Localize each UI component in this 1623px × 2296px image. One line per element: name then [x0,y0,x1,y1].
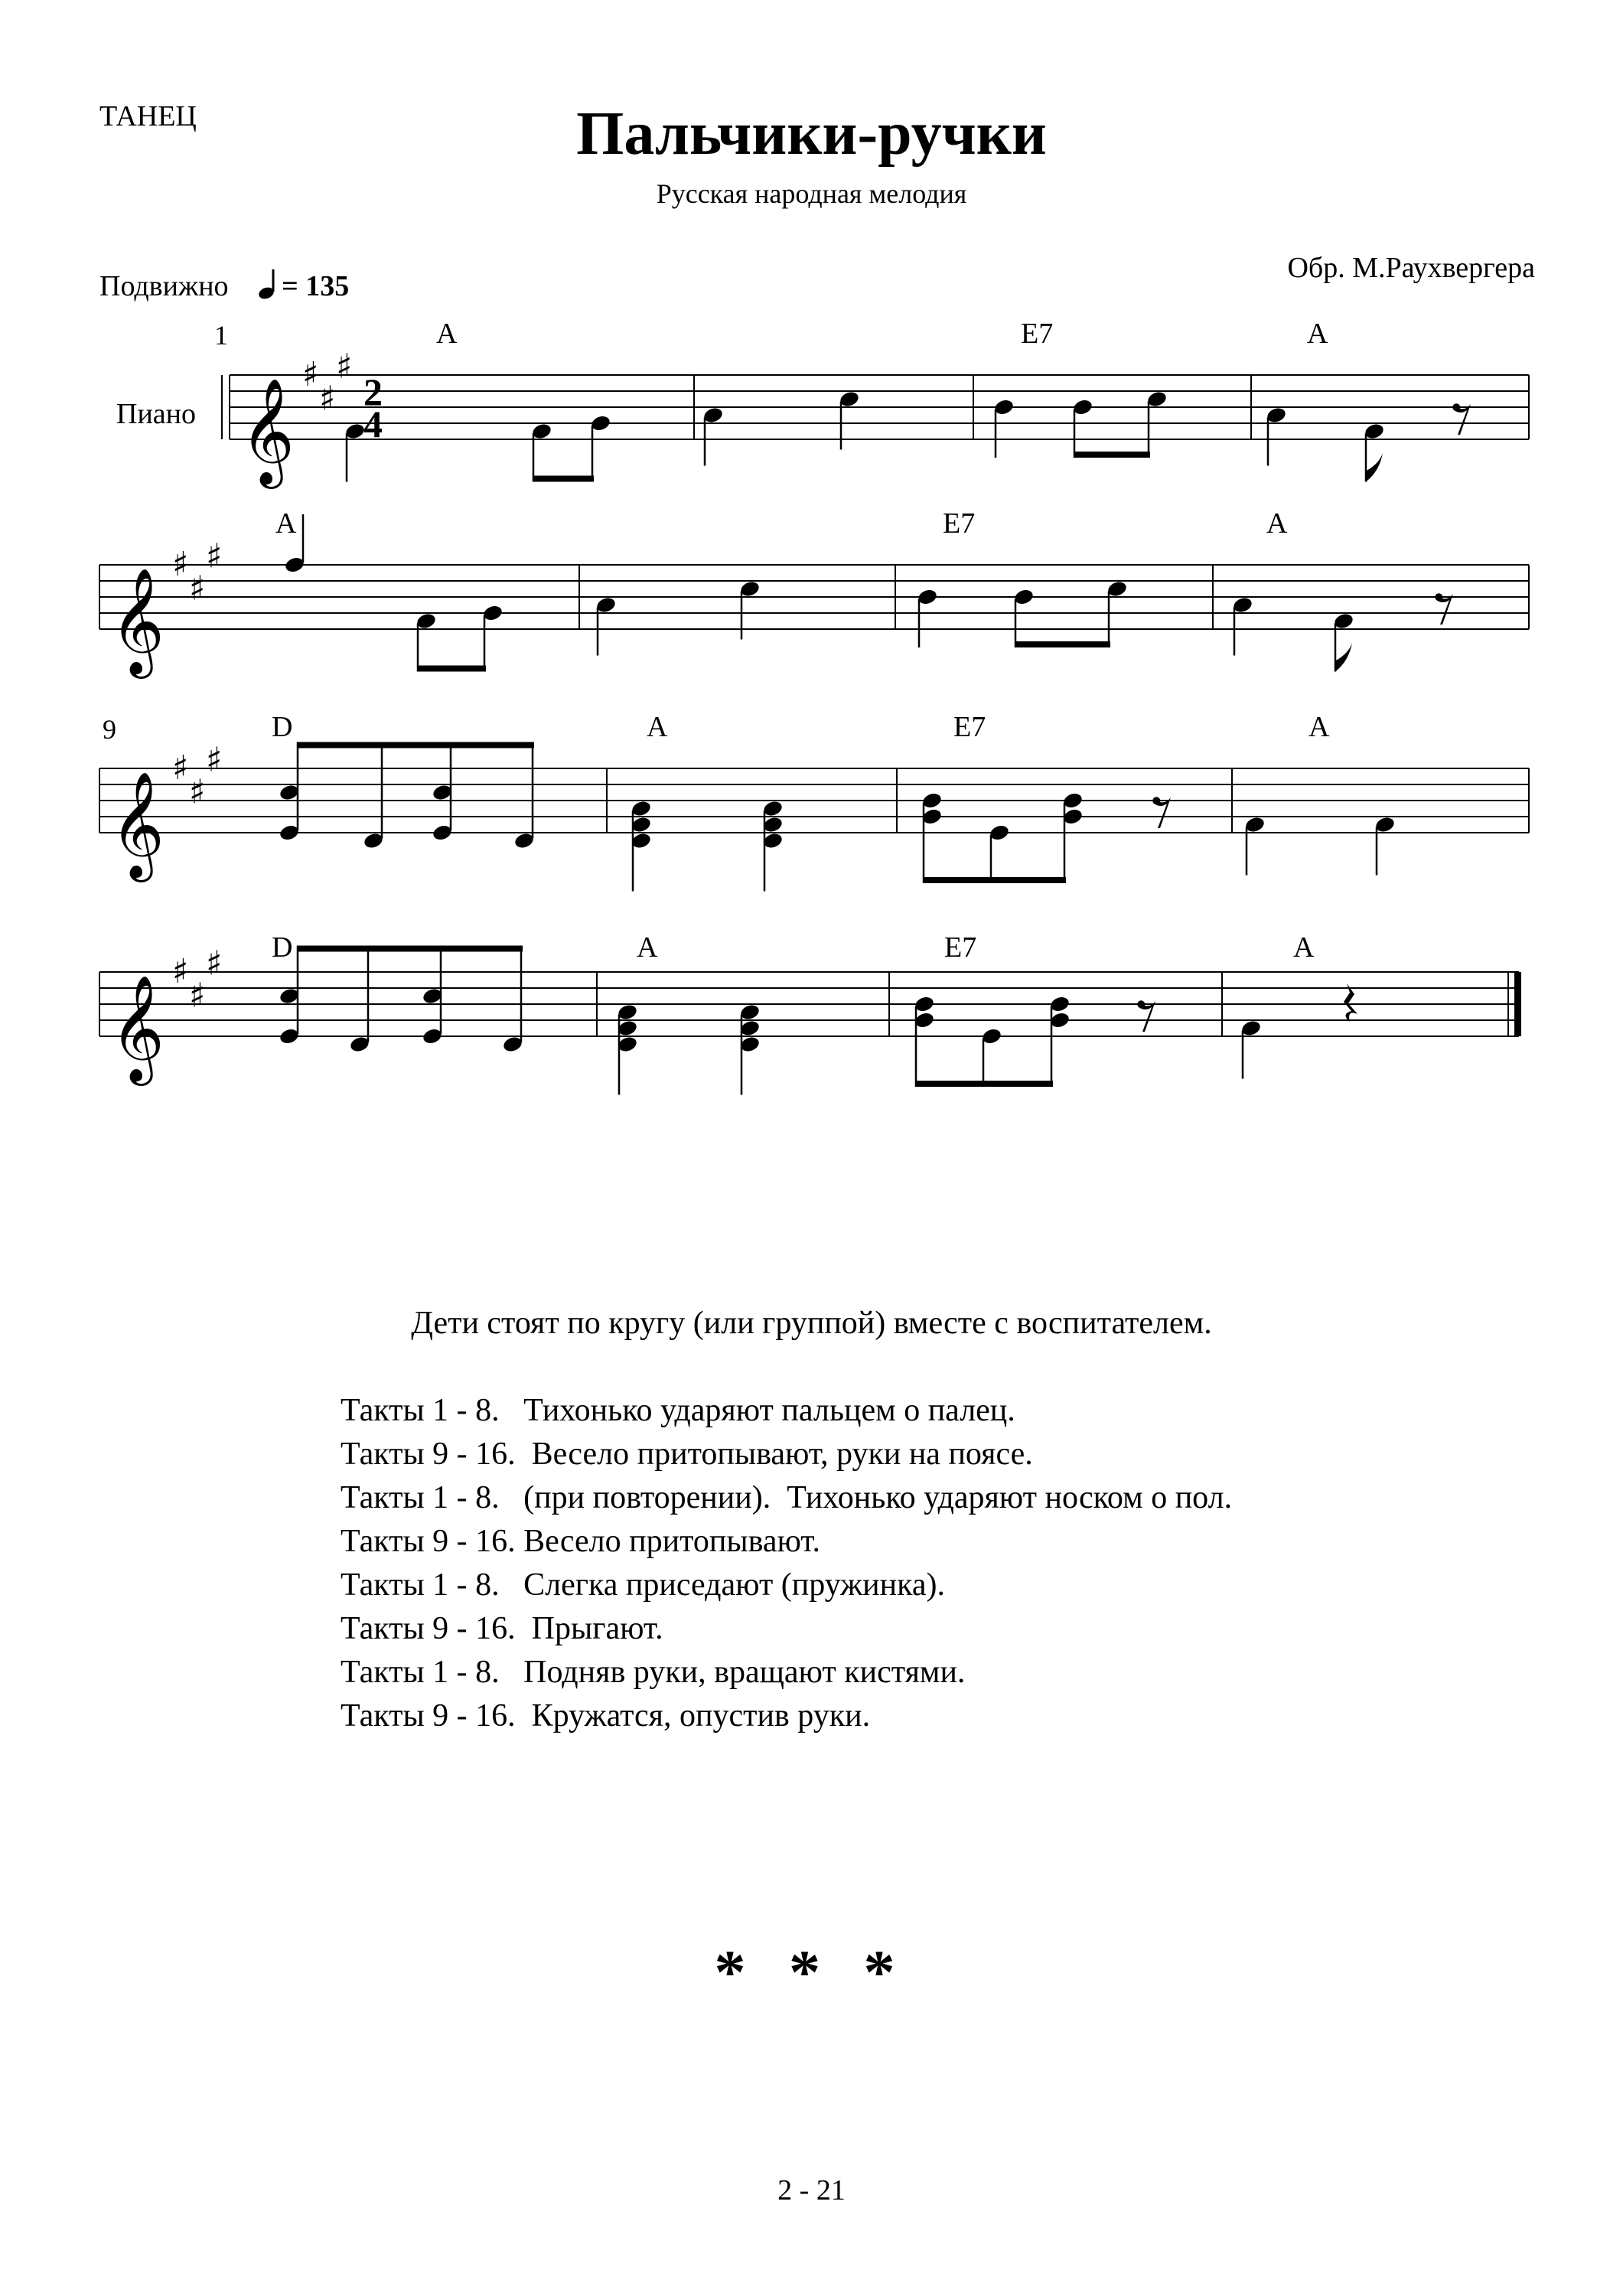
treble-clef-icon: 𝄞 [110,568,165,674]
chord-symbol: A [1293,931,1315,964]
tempo-text: Подвижно [99,270,229,302]
eighth-rest [1435,593,1453,625]
instrument-label: Пиано [116,398,196,430]
eighth-flag [1366,453,1383,482]
chord-symbol: E7 [944,931,977,964]
sharp-icon: ♯ [189,772,206,812]
section-stars: * * * [714,1937,909,2007]
sharp-icon: ♯ [189,569,206,608]
chord-symbol: E7 [953,711,986,743]
beam [924,877,1066,883]
eighth-rest [1137,1000,1155,1032]
time-signature-top: 2 [363,370,383,413]
eighth-rest [1452,403,1471,435]
piece-title: Пальчики-ручки [576,100,1047,168]
time-signature-bottom: 4 [363,403,383,445]
tempo-bpm: = 135 [282,270,350,302]
sharp-icon: ♯ [206,944,223,983]
beam [1015,641,1110,647]
instructions-intro: Дети стоят по кругу (или группой) вместе с воспитателем. [411,1306,1212,1341]
sharp-icon: ♯ [206,536,223,576]
eighth-rest [1152,797,1171,828]
beam [418,666,486,672]
arranger-credit: Обр. М.Раухвергера [1287,252,1535,284]
instruction-line: Такты 1 - 8. (при повторении). Тихонько ударяют носком о пол. [341,1480,1233,1515]
chord-symbol: A [275,507,297,540]
beam [298,742,534,748]
treble-clef-icon: 𝄞 [240,378,295,484]
beam [916,1081,1053,1087]
sharp-icon: ♯ [189,976,206,1016]
page-number: 2 - 21 [777,2174,846,2206]
instruction-line: Такты 9 - 16. Прыгают. [341,1611,663,1646]
sharp-icon: ♯ [172,952,189,991]
instruction-line: Такты 9 - 16. Весело притопывают. [341,1524,821,1559]
instruction-line: Такты 9 - 16. Кружатся, опустив руки. [341,1698,871,1733]
instruction-line: Такты 1 - 8. Подняв руки, вращают кистями. [341,1655,966,1690]
chord-symbol: A [647,711,668,743]
measure-number: 1 [214,320,228,351]
chord-symbol: D [272,711,293,743]
piece-subtitle: Русская народная мелодия [656,178,967,209]
eighth-flag [1335,643,1352,672]
chord-symbol: E7 [1021,318,1054,350]
beam [1074,452,1150,458]
chord-symbol: E7 [943,507,976,540]
chord-symbol: A [1266,507,1288,540]
instruction-line: Такты 9 - 16. Весело притопывают, руки на поясе. [341,1437,1033,1472]
sharp-icon: ♯ [172,545,189,584]
instructions-list [341,1389,1232,1738]
sharp-icon: ♯ [172,748,189,788]
beam [533,476,594,482]
instruction-line: Такты 1 - 8. Слегка приседают (пружинка). [341,1567,946,1603]
sharp-icon: ♯ [336,347,353,386]
chord-symbol: A [436,318,458,350]
treble-clef-icon: 𝄞 [110,975,165,1081]
measure-number: 9 [103,714,116,745]
beam [298,946,523,952]
instruction-line: Такты 1 - 8. Тихонько ударяют пальцем о палец. [341,1393,1015,1428]
quarter-rest [1344,983,1357,1022]
sharp-icon: ♯ [206,740,223,780]
genre-label: ТАНЕЦ [99,100,197,132]
sharp-icon: ♯ [319,379,336,419]
treble-clef-icon: 𝄞 [110,771,165,878]
chord-symbol: D [272,931,293,964]
sharp-icon: ♯ [302,355,319,394]
final-barline [1514,972,1521,1036]
chord-symbol: A [1307,318,1328,350]
chord-symbol: A [637,931,658,964]
chord-symbol: A [1309,711,1330,743]
